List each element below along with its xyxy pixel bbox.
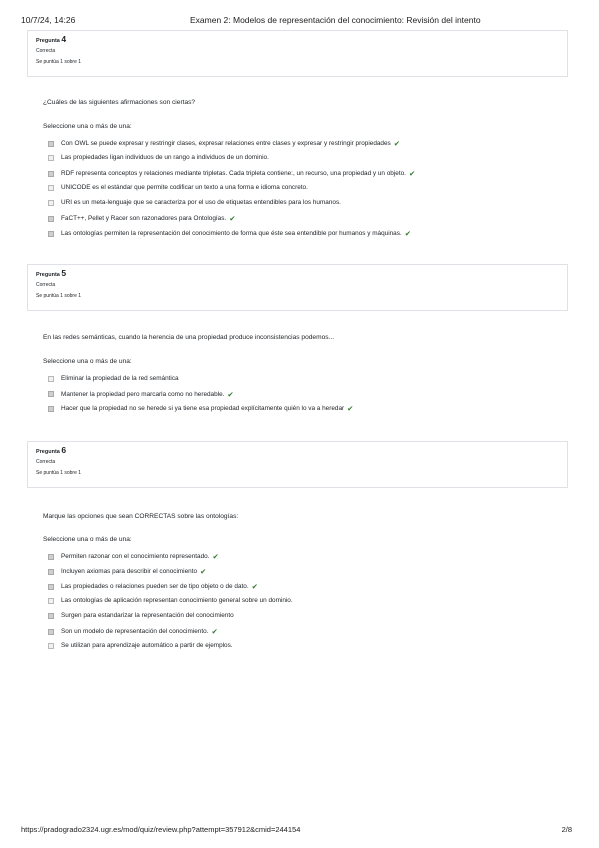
answer-checkbox[interactable] xyxy=(48,569,54,575)
answer-label: Surgen para estandarizar la representación del conocimiento xyxy=(61,612,234,619)
answer-option[interactable] xyxy=(48,567,206,576)
answer-option[interactable] xyxy=(48,627,218,636)
page-footer-number: 2/8 xyxy=(561,825,572,834)
question-text: ¿Cuáles de las siguientes afirmaciones son ciertas? xyxy=(43,99,196,106)
page-header-title: Examen 2: Modelos de representación del conocimiento: Revisión del intento xyxy=(190,15,481,25)
answer-option[interactable] xyxy=(48,404,353,413)
answer-option[interactable] xyxy=(48,552,219,561)
check-icon: ✔ xyxy=(211,627,218,636)
answer-checkbox[interactable] xyxy=(48,216,54,222)
answer-checkbox[interactable] xyxy=(48,584,54,590)
question-text: Marque las opciones que sean CORRECTAS sobre las ontologías: xyxy=(43,513,239,520)
check-icon: ✔ xyxy=(212,552,219,561)
answer-option[interactable] xyxy=(48,390,234,399)
check-icon: ✔ xyxy=(404,229,411,238)
question-info-box xyxy=(27,30,568,77)
question-number: Pregunta 5 xyxy=(36,268,67,278)
answer-checkbox[interactable] xyxy=(48,643,54,649)
answer-option[interactable] xyxy=(48,154,269,161)
answer-checkbox[interactable] xyxy=(48,598,54,604)
answer-option[interactable] xyxy=(48,375,179,382)
answer-label: URI es un meta-lenguaje que se caracteriza por el uso de etiquetas entendibles para los humanos. xyxy=(61,199,341,206)
answer-label: UNICODE es el estándar que permite codificar un texto a una forma e idioma concreto. xyxy=(61,184,308,191)
answer-option[interactable] xyxy=(48,582,258,591)
question-number: Pregunta 4 xyxy=(36,34,67,44)
answer-checkbox[interactable] xyxy=(48,185,54,191)
check-icon: ✔ xyxy=(347,404,354,413)
answer-checkbox[interactable] xyxy=(48,629,54,635)
answer-checkbox[interactable] xyxy=(48,406,54,412)
answer-label: Incluyen axiomas para describir el conocimiento xyxy=(61,568,198,575)
check-icon: ✔ xyxy=(229,214,236,223)
answer-label: Son un modelo de representación del conocimiento. xyxy=(61,628,209,635)
check-icon: ✔ xyxy=(408,169,416,178)
question-state: Correcta xyxy=(36,459,56,465)
answer-checkbox[interactable] xyxy=(48,141,54,147)
answer-prompt: Seleccione una o más de una: xyxy=(43,123,132,130)
answer-label: Las ontologías permiten la representación del conocimiento de forma que éste sea entendible por humanos y máquinas. xyxy=(61,230,402,237)
answer-option[interactable] xyxy=(48,184,308,191)
answer-checkbox[interactable] xyxy=(48,376,54,382)
answer-label: Mantener la propiedad pero marcarla como no heredable. xyxy=(61,390,225,398)
answer-label: Las propiedades ligan individuos de un rango a individuos de un dominio. xyxy=(61,154,269,161)
check-icon: ✔ xyxy=(251,582,258,591)
answer-label: Las ontologías de aplicación representan conocimiento general sobre un dominio. xyxy=(61,597,293,604)
answer-option[interactable] xyxy=(48,612,234,619)
page-footer-url: https://pradogrado2324.ugr.es/mod/quiz/review.php?attempt=357912&cmid=244154 xyxy=(21,825,301,834)
answer-label: Eliminar la propiedad de la red semántica xyxy=(61,375,179,382)
answer-option[interactable] xyxy=(48,169,415,178)
question-state: Correcta xyxy=(36,282,56,288)
question-info-box xyxy=(27,441,568,488)
answer-checkbox[interactable] xyxy=(48,613,54,619)
answer-label: RDF representa conceptos y relaciones mediante tripletas. Cada tripleta contiene:, un recurso, una propiedad y un objeto. xyxy=(61,170,406,177)
answer-prompt: Seleccione una o más de una: xyxy=(43,536,132,543)
answer-label: Con OWL se puede expresar y restringir clases, expresar relaciones entre clases y expresar y restringir propiedades xyxy=(61,140,391,147)
answer-checkbox[interactable] xyxy=(48,231,54,237)
answer-label: Se utilizan para aprendizaje automático a partir de ejemplos. xyxy=(61,642,233,649)
answer-label: Permiten razonar con el conocimiento representado. xyxy=(61,553,210,560)
page-header-date: 10/7/24, 14:26 xyxy=(21,15,76,25)
answer-checkbox[interactable] xyxy=(48,155,54,161)
check-icon: ✔ xyxy=(227,389,234,399)
question-grade: Se puntúa 1 sobre 1 xyxy=(36,293,82,299)
question-text: En las redes semánticas, cuando la herencia de una propiedad produce inconsistencias podemos... xyxy=(43,334,335,341)
answer-option[interactable] xyxy=(48,597,293,604)
answer-label: Las propiedades o relaciones pueden ser de tipo objeto o de dato. xyxy=(61,583,249,590)
answer-option[interactable] xyxy=(48,199,341,206)
check-icon: ✔ xyxy=(200,567,207,576)
answer-option[interactable] xyxy=(48,214,235,223)
answer-option[interactable] xyxy=(48,139,400,148)
answer-option[interactable] xyxy=(48,229,411,238)
question-state: Correcta xyxy=(36,48,56,54)
answer-checkbox[interactable] xyxy=(48,554,54,560)
answer-label: FaCT++, Pellet y Racer son razonadores para Ontologías. xyxy=(61,215,227,222)
question-grade: Se puntúa 1 sobre 1 xyxy=(36,470,82,476)
answer-checkbox[interactable] xyxy=(48,200,54,206)
question-number: Pregunta 6 xyxy=(36,445,67,455)
answer-label: Hacer que la propiedad no se herede si ya tiene esa propiedad explícitamente quién lo va a heredar xyxy=(61,405,345,412)
question-grade: Se puntúa 1 sobre 1 xyxy=(36,59,82,65)
answer-checkbox[interactable] xyxy=(48,171,54,177)
answer-option[interactable] xyxy=(48,642,233,649)
check-icon: ✔ xyxy=(393,139,401,148)
answer-checkbox[interactable] xyxy=(48,391,54,397)
answer-prompt: Seleccione una o más de una: xyxy=(43,358,132,365)
question-info-box xyxy=(27,264,568,311)
